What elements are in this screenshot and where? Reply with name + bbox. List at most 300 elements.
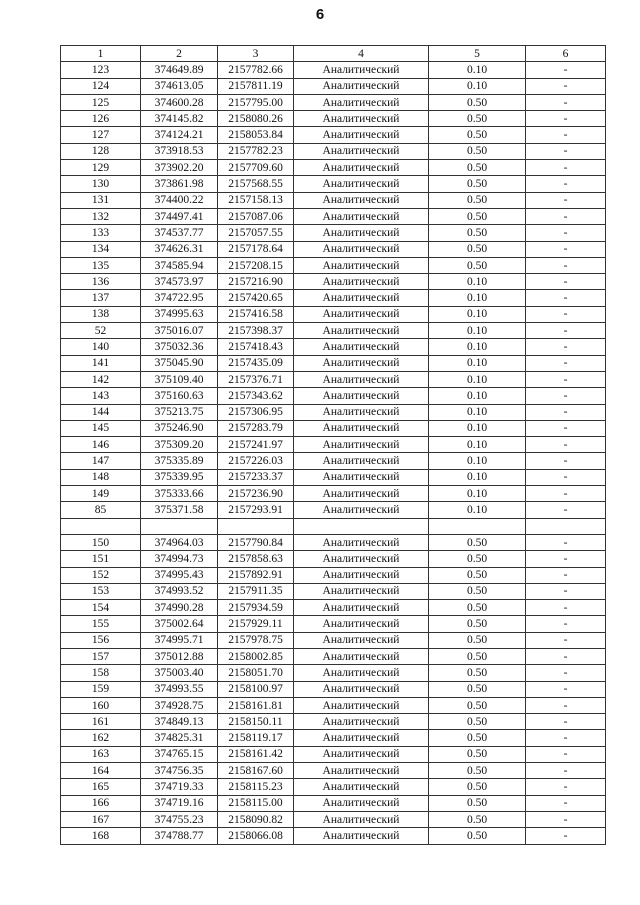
x-coordinate-cell: 374537.77 xyxy=(141,225,218,241)
point-number-cell: 149 xyxy=(61,486,141,502)
method-cell: Аналитический xyxy=(294,681,429,697)
point-number-cell: 132 xyxy=(61,208,141,224)
accuracy-cell: 0.10 xyxy=(429,469,526,485)
accuracy-cell: 0.10 xyxy=(429,355,526,371)
method-cell: Аналитический xyxy=(294,469,429,485)
table-row xyxy=(61,583,606,599)
table-body xyxy=(61,62,606,844)
point-number-cell: 133 xyxy=(61,225,141,241)
accuracy-cell: 0.10 xyxy=(429,339,526,355)
x-coordinate-cell: 374600.28 xyxy=(141,94,218,110)
y-coordinate-cell: 2157420.65 xyxy=(218,290,294,306)
y-coordinate-cell: 2157782.66 xyxy=(218,62,294,78)
x-coordinate-cell: 375045.90 xyxy=(141,355,218,371)
method-cell: Аналитический xyxy=(294,583,429,599)
x-coordinate-cell: 374756.35 xyxy=(141,763,218,779)
method-cell: Аналитический xyxy=(294,306,429,322)
y-coordinate-cell: 2157376.71 xyxy=(218,371,294,387)
note-cell: - xyxy=(526,811,606,827)
accuracy-cell: 0.50 xyxy=(429,600,526,616)
method-cell: Аналитический xyxy=(294,632,429,648)
y-coordinate-cell: 2157216.90 xyxy=(218,274,294,290)
note-cell: - xyxy=(526,208,606,224)
y-coordinate-cell: 2158167.60 xyxy=(218,763,294,779)
point-number-cell: 52 xyxy=(61,323,141,339)
accuracy-cell: 0.50 xyxy=(429,632,526,648)
point-number-cell: 145 xyxy=(61,420,141,436)
accuracy-cell: 0.50 xyxy=(429,714,526,730)
point-number-cell: 161 xyxy=(61,714,141,730)
table-row xyxy=(61,323,606,339)
accuracy-cell: 0.50 xyxy=(429,665,526,681)
x-coordinate-cell: 374994.73 xyxy=(141,551,218,567)
table-row xyxy=(61,681,606,697)
accuracy-cell: 0.50 xyxy=(429,127,526,143)
x-coordinate-cell: 374124.21 xyxy=(141,127,218,143)
method-cell: Аналитический xyxy=(294,600,429,616)
note-cell: - xyxy=(526,241,606,257)
table-row xyxy=(61,306,606,322)
table-row xyxy=(61,811,606,827)
method-cell: Аналитический xyxy=(294,241,429,257)
coordinates-table xyxy=(60,45,606,845)
x-coordinate-cell: 374719.16 xyxy=(141,795,218,811)
note-cell: - xyxy=(526,730,606,746)
point-number-cell xyxy=(61,518,141,534)
y-coordinate-cell: 2158161.42 xyxy=(218,746,294,762)
table-row xyxy=(61,241,606,257)
method-cell: Аналитический xyxy=(294,371,429,387)
method-cell: Аналитический xyxy=(294,567,429,583)
table-row xyxy=(61,567,606,583)
y-coordinate-cell xyxy=(218,518,294,534)
column-header: 2 xyxy=(141,46,218,62)
table-row xyxy=(61,697,606,713)
y-coordinate-cell: 2157178.64 xyxy=(218,241,294,257)
x-coordinate-cell: 374788.77 xyxy=(141,828,218,844)
x-coordinate-cell: 373918.53 xyxy=(141,143,218,159)
table-row xyxy=(61,62,606,78)
y-coordinate-cell: 2158090.82 xyxy=(218,811,294,827)
point-number-cell: 168 xyxy=(61,828,141,844)
x-coordinate-cell: 375309.20 xyxy=(141,437,218,453)
method-cell: Аналитический xyxy=(294,355,429,371)
method-cell: Аналитический xyxy=(294,746,429,762)
x-coordinate-cell: 375335.89 xyxy=(141,453,218,469)
point-number-cell: 134 xyxy=(61,241,141,257)
point-number-cell: 166 xyxy=(61,795,141,811)
y-coordinate-cell: 2158115.23 xyxy=(218,779,294,795)
note-cell: - xyxy=(526,225,606,241)
table-row xyxy=(61,111,606,127)
x-coordinate-cell: 373902.20 xyxy=(141,160,218,176)
accuracy-cell: 0.50 xyxy=(429,681,526,697)
table-row xyxy=(61,453,606,469)
point-number-cell: 160 xyxy=(61,697,141,713)
note-cell: - xyxy=(526,160,606,176)
note-cell: - xyxy=(526,502,606,518)
page-number: 6 xyxy=(315,6,325,23)
x-coordinate-cell: 375246.90 xyxy=(141,420,218,436)
y-coordinate-cell: 2158002.85 xyxy=(218,648,294,664)
table-row xyxy=(61,355,606,371)
note-cell: - xyxy=(526,290,606,306)
x-coordinate-cell: 374573.97 xyxy=(141,274,218,290)
note-cell: - xyxy=(526,371,606,387)
method-cell: Аналитический xyxy=(294,78,429,94)
y-coordinate-cell: 2158161.81 xyxy=(218,697,294,713)
note-cell: - xyxy=(526,388,606,404)
point-number-cell: 159 xyxy=(61,681,141,697)
column-header: 3 xyxy=(218,46,294,62)
accuracy-cell: 0.10 xyxy=(429,404,526,420)
accuracy-cell: 0.50 xyxy=(429,176,526,192)
table-row xyxy=(61,746,606,762)
point-number-cell: 146 xyxy=(61,437,141,453)
point-number-cell: 85 xyxy=(61,502,141,518)
table-row xyxy=(61,78,606,94)
table-row xyxy=(61,208,606,224)
point-number-cell: 154 xyxy=(61,600,141,616)
x-coordinate-cell: 374990.28 xyxy=(141,600,218,616)
method-cell: Аналитический xyxy=(294,616,429,632)
method-cell: Аналитический xyxy=(294,339,429,355)
method-cell: Аналитический xyxy=(294,486,429,502)
note-cell: - xyxy=(526,779,606,795)
point-number-cell: 165 xyxy=(61,779,141,795)
y-coordinate-cell: 2158119.17 xyxy=(218,730,294,746)
accuracy-cell: 0.50 xyxy=(429,616,526,632)
note-cell: - xyxy=(526,648,606,664)
point-number-cell: 135 xyxy=(61,257,141,273)
point-number-cell: 153 xyxy=(61,583,141,599)
table-row xyxy=(61,486,606,502)
x-coordinate-cell: 374765.15 xyxy=(141,746,218,762)
table-row xyxy=(61,632,606,648)
accuracy-cell: 0.10 xyxy=(429,290,526,306)
accuracy-cell: 0.50 xyxy=(429,257,526,273)
table-row xyxy=(61,339,606,355)
x-coordinate-cell: 374928.75 xyxy=(141,697,218,713)
y-coordinate-cell: 2157241.97 xyxy=(218,437,294,453)
point-number-cell: 162 xyxy=(61,730,141,746)
accuracy-cell: 0.50 xyxy=(429,160,526,176)
x-coordinate-cell: 375002.64 xyxy=(141,616,218,632)
point-number-cell: 140 xyxy=(61,339,141,355)
y-coordinate-cell: 2157568.55 xyxy=(218,176,294,192)
x-coordinate-cell: 375016.07 xyxy=(141,323,218,339)
accuracy-cell: 0.10 xyxy=(429,306,526,322)
y-coordinate-cell: 2158080.26 xyxy=(218,111,294,127)
x-coordinate-cell: 375339.95 xyxy=(141,469,218,485)
method-cell: Аналитический xyxy=(294,290,429,306)
method-cell: Аналитический xyxy=(294,323,429,339)
x-coordinate-cell: 373861.98 xyxy=(141,176,218,192)
table-row xyxy=(61,502,606,518)
point-number-cell: 164 xyxy=(61,763,141,779)
x-coordinate-cell: 374145.82 xyxy=(141,111,218,127)
note-cell: - xyxy=(526,714,606,730)
accuracy-cell: 0.50 xyxy=(429,730,526,746)
method-cell xyxy=(294,518,429,534)
point-number-cell: 163 xyxy=(61,746,141,762)
x-coordinate-cell: 374995.71 xyxy=(141,632,218,648)
y-coordinate-cell: 2157790.84 xyxy=(218,534,294,550)
point-number-cell: 155 xyxy=(61,616,141,632)
y-coordinate-cell: 2157293.91 xyxy=(218,502,294,518)
method-cell: Аналитический xyxy=(294,208,429,224)
note-cell: - xyxy=(526,486,606,502)
method-cell: Аналитический xyxy=(294,160,429,176)
note-cell: - xyxy=(526,404,606,420)
accuracy-cell: 0.50 xyxy=(429,143,526,159)
note-cell: - xyxy=(526,323,606,339)
method-cell: Аналитический xyxy=(294,225,429,241)
method-cell: Аналитический xyxy=(294,192,429,208)
y-coordinate-cell: 2157087.06 xyxy=(218,208,294,224)
accuracy-cell: 0.50 xyxy=(429,225,526,241)
y-coordinate-cell: 2157811.19 xyxy=(218,78,294,94)
table-row xyxy=(61,143,606,159)
point-number-cell: 130 xyxy=(61,176,141,192)
accuracy-cell: 0.50 xyxy=(429,192,526,208)
table-row xyxy=(61,469,606,485)
y-coordinate-cell: 2157858.63 xyxy=(218,551,294,567)
point-number-cell: 131 xyxy=(61,192,141,208)
x-coordinate-cell: 374722.95 xyxy=(141,290,218,306)
note-cell: - xyxy=(526,78,606,94)
note-cell: - xyxy=(526,567,606,583)
method-cell: Аналитический xyxy=(294,143,429,159)
note-cell: - xyxy=(526,453,606,469)
accuracy-cell: 0.10 xyxy=(429,62,526,78)
y-coordinate-cell: 2157892.91 xyxy=(218,567,294,583)
table-row xyxy=(61,176,606,192)
x-coordinate-cell: 374400.22 xyxy=(141,192,218,208)
y-coordinate-cell: 2158066.08 xyxy=(218,828,294,844)
note-cell: - xyxy=(526,339,606,355)
point-number-cell: 138 xyxy=(61,306,141,322)
point-number-cell: 126 xyxy=(61,111,141,127)
accuracy-cell: 0.10 xyxy=(429,78,526,94)
point-number-cell: 167 xyxy=(61,811,141,827)
y-coordinate-cell: 2157398.37 xyxy=(218,323,294,339)
note-cell: - xyxy=(526,143,606,159)
accuracy-cell: 0.50 xyxy=(429,648,526,664)
accuracy-cell xyxy=(429,518,526,534)
note-cell: - xyxy=(526,697,606,713)
method-cell: Аналитический xyxy=(294,62,429,78)
note-cell: - xyxy=(526,746,606,762)
note-cell: - xyxy=(526,176,606,192)
y-coordinate-cell: 2158053.84 xyxy=(218,127,294,143)
point-number-cell: 156 xyxy=(61,632,141,648)
accuracy-cell: 0.50 xyxy=(429,583,526,599)
accuracy-cell: 0.50 xyxy=(429,828,526,844)
note-cell: - xyxy=(526,632,606,648)
table-row xyxy=(61,600,606,616)
method-cell: Аналитический xyxy=(294,257,429,273)
note-cell: - xyxy=(526,306,606,322)
point-number-cell: 125 xyxy=(61,94,141,110)
point-number-cell: 127 xyxy=(61,127,141,143)
point-number-cell: 157 xyxy=(61,648,141,664)
point-number-cell: 152 xyxy=(61,567,141,583)
table-row xyxy=(61,290,606,306)
table-row xyxy=(61,648,606,664)
x-coordinate-cell: 374993.52 xyxy=(141,583,218,599)
note-cell: - xyxy=(526,62,606,78)
method-cell: Аналитический xyxy=(294,502,429,518)
point-number-cell: 143 xyxy=(61,388,141,404)
y-coordinate-cell: 2158051.70 xyxy=(218,665,294,681)
x-coordinate-cell: 374613.05 xyxy=(141,78,218,94)
accuracy-cell: 0.50 xyxy=(429,111,526,127)
x-coordinate-cell: 374825.31 xyxy=(141,730,218,746)
note-cell: - xyxy=(526,828,606,844)
x-coordinate-cell: 375333.66 xyxy=(141,486,218,502)
point-number-cell: 150 xyxy=(61,534,141,550)
note-cell: - xyxy=(526,795,606,811)
point-number-cell: 148 xyxy=(61,469,141,485)
y-coordinate-cell: 2157226.03 xyxy=(218,453,294,469)
point-number-cell: 123 xyxy=(61,62,141,78)
note-cell: - xyxy=(526,355,606,371)
table-row xyxy=(61,828,606,844)
method-cell: Аналитический xyxy=(294,274,429,290)
table-row xyxy=(61,371,606,387)
point-number-cell: 124 xyxy=(61,78,141,94)
y-coordinate-cell: 2157929.11 xyxy=(218,616,294,632)
note-cell: - xyxy=(526,192,606,208)
note-cell: - xyxy=(526,257,606,273)
accuracy-cell: 0.50 xyxy=(429,208,526,224)
note-cell: - xyxy=(526,94,606,110)
table-row xyxy=(61,127,606,143)
point-number-cell: 144 xyxy=(61,404,141,420)
note-cell: - xyxy=(526,665,606,681)
method-cell: Аналитический xyxy=(294,763,429,779)
accuracy-cell: 0.50 xyxy=(429,795,526,811)
x-coordinate-cell: 374755.23 xyxy=(141,811,218,827)
note-cell: - xyxy=(526,437,606,453)
x-coordinate-cell: 375032.36 xyxy=(141,339,218,355)
accuracy-cell: 0.50 xyxy=(429,811,526,827)
table-row xyxy=(61,257,606,273)
table-row xyxy=(61,388,606,404)
table-row xyxy=(61,665,606,681)
x-coordinate-cell: 375160.63 xyxy=(141,388,218,404)
point-number-cell: 128 xyxy=(61,143,141,159)
note-cell: - xyxy=(526,111,606,127)
note-cell: - xyxy=(526,681,606,697)
y-coordinate-cell: 2157934.59 xyxy=(218,600,294,616)
point-number-cell: 142 xyxy=(61,371,141,387)
column-header: 1 xyxy=(61,46,141,62)
accuracy-cell: 0.10 xyxy=(429,437,526,453)
note-cell: - xyxy=(526,583,606,599)
note-cell: - xyxy=(526,600,606,616)
x-coordinate-cell: 375003.40 xyxy=(141,665,218,681)
method-cell: Аналитический xyxy=(294,388,429,404)
table-row xyxy=(61,420,606,436)
note-cell: - xyxy=(526,763,606,779)
y-coordinate-cell: 2157057.55 xyxy=(218,225,294,241)
method-cell: Аналитический xyxy=(294,94,429,110)
note-cell: - xyxy=(526,127,606,143)
x-coordinate-cell: 375012.88 xyxy=(141,648,218,664)
point-number-cell: 129 xyxy=(61,160,141,176)
method-cell: Аналитический xyxy=(294,453,429,469)
method-cell: Аналитический xyxy=(294,176,429,192)
table-row xyxy=(61,225,606,241)
table-row xyxy=(61,404,606,420)
y-coordinate-cell: 2157233.37 xyxy=(218,469,294,485)
column-header: 4 xyxy=(294,46,429,62)
table-row xyxy=(61,274,606,290)
point-number-cell: 147 xyxy=(61,453,141,469)
method-cell: Аналитический xyxy=(294,551,429,567)
accuracy-cell: 0.10 xyxy=(429,420,526,436)
y-coordinate-cell: 2158100.97 xyxy=(218,681,294,697)
x-coordinate-cell: 374649.89 xyxy=(141,62,218,78)
x-coordinate-cell: 374497.41 xyxy=(141,208,218,224)
x-coordinate-cell: 375371.58 xyxy=(141,502,218,518)
method-cell: Аналитический xyxy=(294,714,429,730)
table-row xyxy=(61,192,606,208)
y-coordinate-cell: 2157795.00 xyxy=(218,94,294,110)
method-cell: Аналитический xyxy=(294,534,429,550)
column-header: 6 xyxy=(526,46,606,62)
method-cell: Аналитический xyxy=(294,811,429,827)
note-cell: - xyxy=(526,469,606,485)
note-cell: - xyxy=(526,534,606,550)
table-row xyxy=(61,795,606,811)
y-coordinate-cell: 2157435.09 xyxy=(218,355,294,371)
note-cell: - xyxy=(526,616,606,632)
method-cell: Аналитический xyxy=(294,648,429,664)
x-coordinate-cell: 374849.13 xyxy=(141,714,218,730)
table-row xyxy=(61,437,606,453)
accuracy-cell: 0.10 xyxy=(429,371,526,387)
x-coordinate-cell: 374585.94 xyxy=(141,257,218,273)
table-row xyxy=(61,714,606,730)
point-number-cell: 151 xyxy=(61,551,141,567)
accuracy-cell: 0.50 xyxy=(429,94,526,110)
accuracy-cell: 0.10 xyxy=(429,388,526,404)
accuracy-cell: 0.10 xyxy=(429,274,526,290)
method-cell: Аналитический xyxy=(294,730,429,746)
accuracy-cell: 0.50 xyxy=(429,697,526,713)
table-row xyxy=(61,730,606,746)
y-coordinate-cell: 2157306.95 xyxy=(218,404,294,420)
table-header-row xyxy=(61,46,606,62)
y-coordinate-cell: 2157283.79 xyxy=(218,420,294,436)
x-coordinate-cell: 374995.63 xyxy=(141,306,218,322)
x-coordinate-cell: 374993.55 xyxy=(141,681,218,697)
method-cell: Аналитический xyxy=(294,420,429,436)
y-coordinate-cell: 2157158.13 xyxy=(218,192,294,208)
method-cell: Аналитический xyxy=(294,779,429,795)
x-coordinate-cell: 374995.43 xyxy=(141,567,218,583)
y-coordinate-cell: 2157978.75 xyxy=(218,632,294,648)
method-cell: Аналитический xyxy=(294,665,429,681)
table-row xyxy=(61,779,606,795)
method-cell: Аналитический xyxy=(294,795,429,811)
y-coordinate-cell: 2157343.62 xyxy=(218,388,294,404)
accuracy-cell: 0.50 xyxy=(429,779,526,795)
table-row xyxy=(61,763,606,779)
